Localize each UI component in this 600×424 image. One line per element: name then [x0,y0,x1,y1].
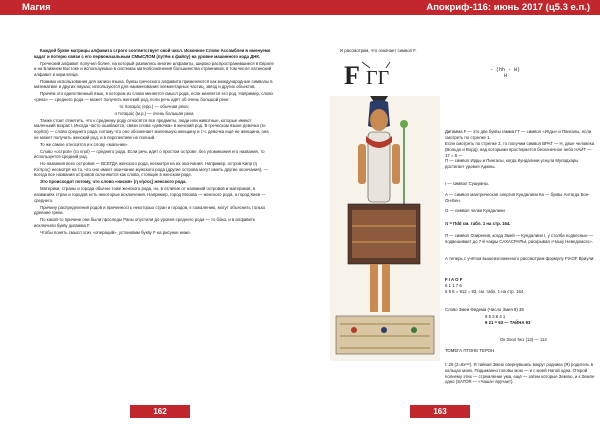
right-page [300,0,600,424]
intro-text: И рассмотрим, что означает символ F. [340,48,417,53]
kundalini-ring-text: О — символ челки Кундалини [445,208,505,213]
paragraph-6: То же самое относится и к слову «мальчик». [40,141,129,147]
left-page-text [34,48,274,237]
left-page-title: Магия [22,2,51,13]
digamma-letter-icon: F [344,61,360,90]
paragraph-7: Слово «остров» (το νησί) — среднего рода. Если речь идёт о простом острове, без упоминания его названия, то используется средний род. [34,148,265,160]
secret-93-text: 9 21 = 93 — ТАЙНА 93 [485,320,531,325]
paragraph-11: Причину распределения родов и причинность некоторых стран и городов, к сожалению, могут объяснить только древние греки. [34,204,266,216]
paragraph-1: Каждой букве матрицы алфавита строго соответствует свой числ. Исконное Слово Ассамблеи в именуемо кадат и потерю связи с его первоначальным СМЫСЛОМ (путём к файлу) на уровне машинного кода ДНК. [34,48,271,59]
left-page-number: 162 [153,407,167,416]
paragraph-9: Это происходит потому, что слово «нисия» (η νήσος) женского рода. [40,179,187,185]
formula-line-2: H [504,73,508,79]
fiaof-sum: 6 9 6 = 912 = 93, см. табл. 1 на стр. 164. [445,289,525,294]
kundalini-energy-text: А — символ мантрическая энергия Кундалини Ка — буквы Антагда Бон-Он-Бен. [445,192,590,203]
seated-figure-illustration [330,96,440,361]
right-page-title: Апокриф-116: июнь 2017 (ц5.3 е.п.) [426,2,590,13]
example-neuter-river: то ποταμός (ерр.) — обычная река; [119,103,189,109]
paragraph-5: Также стоит отметить, что к среднему роду относятся все предметы, люди или животные, которые имеют маленький возраст. Иногда часто ошибаются, связи слова «девочка» в женский род. В греческом языке девочка (το κορίτσι) — слово среднего рода, потому что оно обозначает маленькую женщину и т.ч. девочка ещё не женщина, она не может получить женский род, и в перспективе не полный. [34,117,269,140]
formula-line-1: - (hh - H) [490,67,521,73]
vrat-text: Если смотреть по стрелке 2, то получим символ ВРАТ — Н, двое человека (Вольдо и Ворд), над которыми простирается бесконечное небо НАЙТ — 17 = 8 — [445,141,595,158]
right-page-header [300,0,600,15]
paragraph-3: Помимо использования для записи языка, буквы греческого алфавита применяются как международные символы в математике и других науках; используются для наименования элементарных частиц, звёзд и других объектов. [34,78,273,90]
serpent-values: 9 5 3 8 4 1 [485,314,506,319]
fiaof-values: 6 1 1 7 6 [445,283,462,288]
dugamma-text: Дигамма F — это две буквы гамма ΓΓ — символ «Игды» и Пангалы, если смотреть по стрелке 1. [445,129,592,140]
right-page-footer [410,405,470,418]
tomega-ptone-text: ТОМЕГА ПТОНЕ ТЕРОН [445,348,495,353]
ozirenia-text: П — символ Озирения, когда Змей — Кундалини I, у столба подвесные — подвешивает до 7-й чакры САХАСРАРЫ, раскрывая «Чашу Неведомого». [445,233,594,244]
left-page-header [0,0,300,15]
gamma-pair-icon: ΓΓ [366,67,390,89]
left-page-footer [130,405,190,418]
verse-reference: Ок Зоол №1 (13) — 114 [500,337,547,342]
pi-reference-text: π = Пdd см. табл. 1 на стр. 164. [445,221,511,226]
formula-block [490,67,520,79]
ida-pingala-text: П — символ Ирды и Пингалы, когда Кундалини уснула Муладхары достигает уровня Аджны. [445,158,579,169]
digamma-diagram [342,58,402,90]
paragraph-10: Материки, страны и города обычно тоже женского рода, но, в отличие от названий островов и материков, в названиях стран и городов есть некоторые исключения. Например, город Москва — женского рода, а город Киев — среднего. [34,186,266,203]
sushumna-text: I — символ Сушумны. [445,181,490,186]
serpent-word-text: Слово Змеи Фидема (Число Змея 8) 39 [445,307,524,312]
serpent-quote-text: I: 26 (2=6x²²²). Я тайная Змею свернувшись вокруг родника (Я) родитель в кольцах моих. Подыманно головы мою — и с моей Нагой одна. Открой полнему этих — стремление ума, ещё — затем которые Землю, и к Земле одно (SATOR — «Чаша» вручает). [445,362,595,385]
example-masculine-river: ο ποταμός (м.р.) — очень большая река [114,110,194,116]
formula-intro-text: А теперь с учётом вышеизложенного рассмотрим формулу FIAOF Вриули: [445,256,595,261]
paragraph-13: Чтобы понять смысл этих «операций», установим букву F на рисунке ниже. [40,229,191,235]
fiaof-letters: F I A O F [445,277,463,282]
paragraph-2: Греческий алфавит получил более, на который развились многие алфавиты, широко распространившиеся в Европе и на Ближнем Востоке и используемые в системах матнобозначения большинства странников, в том числе латинский алфавит и кириллица. [34,60,274,77]
paragraph-12: По какой-то причине они были проследы Раны опустили до уровня среднего рода — то бόκα, и в алфавите исключили букву дигамма F. [34,217,256,228]
right-page-number: 163 [433,407,447,416]
paragraph-4: Причём это единственный язык, в котором из слова меняется смысл рода, если меняется его род. Например, слово «река» — среднего рода — может получить женский род, если речь идёт об очень большой реке: [34,91,273,102]
paragraph-8: Но названия всех островов — ВСЕГДА женского рода, несмотря на их окончания. Например, остров Кипр (η Κύπρος) несмотря на то, что оно имеет окончание мужского рода (другие острова могут иметь другие окончания), — всегда все названия островов склоняются как слова, стоящие в женском роде. [34,161,268,178]
